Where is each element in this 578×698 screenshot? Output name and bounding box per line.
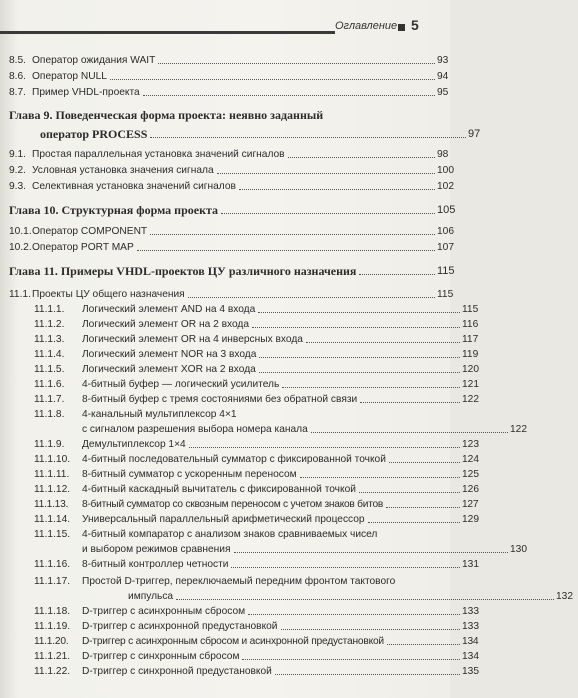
entry-number: 11.1.11. bbox=[34, 469, 70, 480]
dot-leader bbox=[281, 629, 461, 630]
dot-leader bbox=[306, 342, 460, 343]
toc-entry bbox=[0, 69, 459, 83]
dot-leader bbox=[252, 327, 460, 328]
entry-page: 122 bbox=[462, 394, 479, 405]
dot-leader bbox=[359, 274, 435, 275]
dot-leader bbox=[242, 659, 460, 660]
toc-entry bbox=[0, 604, 484, 618]
page-number: 5 bbox=[411, 17, 419, 33]
entry-page: 119 bbox=[462, 349, 479, 360]
toc-entry-continuation bbox=[0, 542, 532, 556]
chapter-page: 115 bbox=[437, 265, 455, 277]
entry-number: 11.1.6. bbox=[34, 379, 65, 390]
toc-entry bbox=[0, 407, 484, 421]
entry-title: D-триггер с асинхронным сбросом и асинхронной предустановкой bbox=[82, 636, 384, 647]
entry-number: 11.1.5. bbox=[34, 364, 65, 375]
entry-title: Оператор ожидания WAIT bbox=[32, 55, 156, 66]
entry-number: 9.2. bbox=[9, 165, 26, 176]
entry-title: Логический элемент AND на 4 входа bbox=[82, 304, 256, 315]
entry-title: 8-битный буфер с тремя состояниями без обратной связи bbox=[82, 394, 358, 405]
dot-leader bbox=[150, 234, 435, 235]
entry-title: и выбором режимов сравнения bbox=[82, 544, 231, 555]
entry-number: 11.1.22. bbox=[34, 666, 71, 677]
dot-leader bbox=[137, 250, 435, 251]
entry-number: 11.1.16. bbox=[34, 559, 71, 570]
entry-title: Проекты ЦУ общего назначения bbox=[32, 289, 185, 300]
dot-leader bbox=[359, 492, 460, 493]
toc-entry bbox=[0, 163, 459, 177]
entry-number: 11.1.18. bbox=[34, 606, 71, 617]
entry-title: Оператор NULL bbox=[32, 71, 107, 82]
chapter-page: 105 bbox=[437, 204, 456, 216]
entry-number: 11.1.1. bbox=[34, 304, 65, 315]
toc-entry bbox=[0, 347, 484, 361]
entry-page: 123 bbox=[462, 439, 479, 450]
toc-entry bbox=[0, 664, 484, 678]
entry-title: Простая параллельная установка значений сигналов bbox=[32, 149, 285, 160]
toc-entry bbox=[0, 649, 484, 663]
entry-page: 117 bbox=[462, 334, 479, 345]
entry-title: импульса bbox=[128, 591, 174, 602]
entry-number: 11.1.19. bbox=[34, 621, 71, 632]
entry-page: 133 bbox=[462, 606, 479, 617]
entry-page: 120 bbox=[462, 364, 479, 375]
entry-number: 11.1.13. bbox=[34, 499, 69, 510]
entry-title: Селективная установка значений сигналов bbox=[32, 181, 236, 192]
entry-page: 102 bbox=[437, 181, 454, 192]
toc-entry-continuation bbox=[0, 589, 578, 603]
entry-title: Логический элемент OR на 4 инверсных входа bbox=[82, 334, 303, 345]
entry-page: 94 bbox=[437, 71, 449, 82]
toc-entry bbox=[0, 392, 484, 406]
toc-entry bbox=[0, 512, 484, 526]
running-header-title: Оглавление bbox=[335, 20, 398, 32]
toc-entry bbox=[0, 224, 459, 238]
toc-entry bbox=[0, 287, 459, 301]
toc-entry bbox=[0, 53, 459, 67]
entry-page: 122 bbox=[510, 424, 527, 435]
toc-entry bbox=[0, 467, 484, 481]
dot-leader bbox=[248, 614, 460, 615]
dot-leader bbox=[221, 213, 435, 214]
entry-page: 131 bbox=[462, 559, 479, 570]
dot-leader bbox=[231, 567, 460, 568]
toc-entry bbox=[0, 302, 484, 316]
toc-chapter bbox=[0, 262, 459, 278]
dot-leader bbox=[386, 507, 460, 508]
chapter-title: Глава 9. Поведенческая форма проекта: неявно заданный bbox=[9, 108, 324, 122]
dot-leader bbox=[234, 552, 508, 553]
entry-page: 129 bbox=[462, 514, 479, 525]
entry-title: Логический элемент XOR на 2 входа bbox=[82, 364, 256, 375]
dot-leader bbox=[158, 63, 435, 64]
dot-leader bbox=[288, 157, 435, 158]
entry-title: D-триггер с асинхронной предустановкой bbox=[82, 621, 278, 632]
entry-title: 4-битный последовательный сумматор с фиксированной точкой bbox=[82, 454, 386, 465]
entry-page: 125 bbox=[462, 469, 479, 480]
entry-number: 10.2. bbox=[9, 242, 32, 253]
entry-title: 8-битный контроллер четности bbox=[82, 559, 229, 570]
dot-leader bbox=[368, 522, 460, 523]
dot-leader bbox=[143, 95, 435, 96]
dot-leader bbox=[176, 599, 554, 600]
dot-leader bbox=[389, 462, 460, 463]
dot-leader bbox=[275, 674, 460, 675]
entry-page: 127 bbox=[462, 499, 479, 510]
toc-entry bbox=[0, 240, 459, 254]
entry-title: 8-битный сумматор с ускоренным переносом bbox=[82, 469, 297, 480]
toc-entry bbox=[0, 377, 484, 391]
toc-chapter bbox=[0, 201, 459, 217]
entry-number: 9.1. bbox=[9, 149, 26, 160]
entry-number: 11.1. bbox=[9, 289, 31, 300]
dot-leader bbox=[110, 79, 435, 80]
toc-entry bbox=[0, 482, 484, 496]
entry-page: 124 bbox=[462, 454, 479, 465]
entry-title: Простой D-триггер, переключаемый передним фронтом тактового bbox=[82, 576, 396, 587]
toc-entry bbox=[0, 634, 484, 648]
chapter-title: Глава 10. Структурная форма проекта bbox=[9, 203, 219, 217]
entry-number: 11.1.3. bbox=[34, 334, 65, 345]
chapter-page: 97 bbox=[468, 128, 481, 140]
entry-title: 4-битный компаратор с анализом знаков сравниваемых чисел bbox=[82, 529, 378, 540]
dot-leader bbox=[188, 297, 435, 298]
entry-number: 8.6. bbox=[9, 71, 26, 82]
entry-page: 133 bbox=[462, 621, 479, 632]
entry-page: 100 bbox=[437, 165, 454, 176]
toc-entry bbox=[0, 619, 484, 633]
entry-title: 4-битный каскадный вычитатель с фиксированной точкой bbox=[82, 484, 356, 495]
entry-title: Универсальный параллельный арифметический процессор bbox=[82, 514, 365, 525]
entry-title: Логический элемент NOR на 3 входа bbox=[82, 349, 257, 360]
entry-title: 4-битный буфер — логический усилитель bbox=[82, 379, 280, 390]
square-bullet-icon bbox=[398, 24, 405, 31]
toc-entry bbox=[0, 332, 484, 346]
toc-entry bbox=[0, 574, 484, 588]
entry-page: 106 bbox=[437, 226, 454, 237]
chapter-title: оператор PROCESS bbox=[40, 127, 148, 141]
toc-chapter bbox=[0, 125, 490, 141]
dot-leader bbox=[360, 402, 460, 403]
entry-page: 134 bbox=[462, 651, 479, 662]
toc-entry bbox=[0, 527, 484, 541]
entry-page: 121 bbox=[462, 379, 479, 390]
entry-title: 8-битный сумматор со сквозным переносом с учетом знаков битов bbox=[82, 499, 384, 510]
entry-title: 4-канальный мультиплексор 4×1 bbox=[82, 409, 237, 420]
toc-entry bbox=[0, 179, 459, 193]
entry-page: 134 bbox=[462, 636, 479, 647]
entry-page: 135 bbox=[462, 666, 479, 677]
dot-leader bbox=[150, 137, 466, 138]
entry-page: 95 bbox=[437, 87, 449, 98]
dot-leader bbox=[189, 447, 460, 448]
entry-title: D-триггер с синхронной предустановкой bbox=[82, 666, 272, 677]
entry-number: 11.1.12. bbox=[34, 484, 71, 495]
chapter-title: Глава 11. Примеры VHDL-проектов ЦУ различного назначения bbox=[9, 264, 357, 278]
entry-number: 11.1.21. bbox=[34, 651, 71, 662]
entry-number: 11.1.14. bbox=[34, 514, 71, 525]
dot-leader bbox=[259, 372, 460, 373]
entry-page: 116 bbox=[462, 319, 479, 330]
entry-title: Логический элемент OR на 2 входа bbox=[82, 319, 250, 330]
entry-title: Условная установка значения сигнала bbox=[32, 165, 214, 176]
toc-chapter bbox=[0, 106, 459, 122]
toc-entry bbox=[0, 85, 459, 99]
dot-leader bbox=[258, 312, 460, 313]
entry-number: 11.1.8. bbox=[34, 409, 65, 420]
entry-number: 8.5. bbox=[9, 55, 26, 66]
entry-page: 107 bbox=[437, 242, 454, 253]
entry-page: 132 bbox=[556, 591, 573, 602]
toc-entry bbox=[0, 452, 484, 466]
entry-page: 130 bbox=[510, 544, 527, 555]
dot-leader bbox=[239, 189, 435, 190]
toc-entry bbox=[0, 437, 484, 451]
entry-title: Пример VHDL-проекта bbox=[32, 87, 140, 98]
toc-entry-continuation bbox=[0, 422, 532, 436]
dot-leader bbox=[300, 477, 460, 478]
entry-number: 11.1.17. bbox=[34, 576, 71, 587]
entry-number: 11.1.15. bbox=[34, 529, 71, 540]
running-header bbox=[0, 0, 450, 38]
entry-page: 93 bbox=[437, 55, 449, 66]
dot-leader bbox=[259, 357, 460, 358]
entry-title: D-триггер с асинхронным сбросом bbox=[82, 606, 246, 617]
toc-entry bbox=[0, 147, 459, 161]
entry-number: 11.1.4. bbox=[34, 349, 65, 360]
entry-number: 11.1.10. bbox=[34, 454, 71, 465]
entry-number: 9.3. bbox=[9, 181, 26, 192]
entry-title: D-триггер с синхронным сбросом bbox=[82, 651, 240, 662]
entry-number: 10.1. bbox=[9, 226, 32, 237]
dot-leader bbox=[217, 173, 435, 174]
entry-number: 11.1.9. bbox=[34, 439, 65, 450]
toc-entry bbox=[0, 497, 484, 511]
entry-title: Оператор PORT MAP bbox=[32, 242, 134, 253]
entry-number: 11.1.2. bbox=[34, 319, 65, 330]
entry-number: 11.1.7. bbox=[34, 394, 65, 405]
toc-entry bbox=[0, 362, 484, 376]
header-rule bbox=[0, 31, 335, 34]
dot-leader bbox=[311, 432, 508, 433]
entry-title: Демультиплексор 1×4 bbox=[82, 439, 186, 450]
toc-entry bbox=[0, 557, 484, 571]
toc-entry bbox=[0, 317, 484, 331]
entry-page: 126 bbox=[462, 484, 479, 495]
entry-number: 8.7. bbox=[9, 87, 26, 98]
entry-page: 98 bbox=[437, 149, 449, 160]
dot-leader bbox=[387, 644, 460, 645]
entry-number: 11.1.20. bbox=[34, 636, 69, 647]
entry-page: 115 bbox=[437, 289, 454, 300]
entry-page: 115 bbox=[462, 304, 479, 315]
entry-title: с сигналом разрешения выбора номера канала bbox=[82, 424, 308, 435]
entry-title: Оператор COMPONENT bbox=[32, 226, 148, 237]
dot-leader bbox=[282, 387, 460, 388]
